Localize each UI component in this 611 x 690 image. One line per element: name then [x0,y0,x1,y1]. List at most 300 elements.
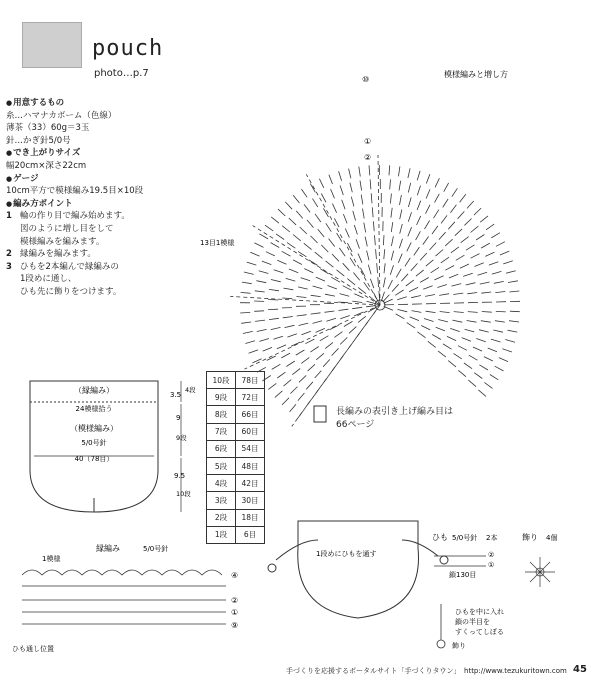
stitch-mark [352,301,362,302]
stitch-mark [354,225,357,235]
dim-9-5: 9.5 [174,472,186,480]
stitch-mark [414,247,420,255]
stitch-mark [435,178,439,187]
stitch-mark [241,292,251,293]
row-count-row [207,372,265,389]
stitch-mark [299,323,309,325]
stitch-mark [400,195,402,205]
stitch-mark [320,336,329,341]
stitch-mark [353,211,356,221]
row-count-row [207,475,265,492]
stitch-mark [448,361,456,367]
stitch-mark [273,336,283,339]
stitch-mark [468,312,478,313]
stitch-mark [411,263,418,270]
stitch-mark [439,232,446,239]
stitch-mark [310,184,315,193]
stitch-mark [409,287,418,291]
deco-count: 4個 [546,534,558,542]
stitch-mark [461,237,469,243]
row-count-row [207,457,265,474]
stitch-mark [283,317,293,318]
stitch-mark [304,204,310,212]
stitch-mark [373,221,374,231]
gauge-line: 10cm平方で模様編み19.5目×10段 [6,186,144,197]
stitch-mark [397,297,407,300]
step-2: 2 縁編みを編みます。 [6,249,96,260]
stitch-mark [488,348,497,352]
stitch-mark [410,317,419,321]
footer-text: 手づくりを応援するポータルサイト「手づくりタウン」 http://www.tezukuritown.com [286,667,567,675]
stitch-mark [282,298,292,299]
stitch-mark [364,223,366,233]
stitch-mark [293,235,301,241]
stitch-mark [383,278,385,288]
stitch-mark [398,254,402,263]
stitch-mark [479,365,488,370]
stitch-mark [399,239,402,249]
stitch-mark [443,344,452,349]
deco-cord-drawing [437,604,445,648]
stitch-mark [297,315,307,316]
stitch-mark [304,243,312,249]
stitch-mark [350,258,355,267]
increase-line [244,305,380,369]
deco-drawing [525,557,555,587]
stitch-mark [326,223,332,231]
stitch-mark [281,353,290,358]
stitch-mark [467,201,474,208]
stitch-mark [296,211,303,219]
stitch-mark [505,340,515,343]
stitch-mark [436,250,444,257]
stitch-mark [447,336,456,340]
stitch-mark [489,262,498,265]
stitch-mark [284,380,292,387]
stitch-mark [417,216,421,225]
stitch-mark [416,270,424,276]
stitch-mark [408,168,410,178]
stitch-mark [495,292,505,293]
stitch-mark [458,346,467,351]
stitch-mark [471,254,480,259]
row-number: 1段 [207,526,236,543]
dim-10-rows: 10段 [176,490,191,498]
row-count-table [206,371,265,544]
stitch-mark [476,235,484,241]
stitch-mark [340,186,343,196]
stitch-mark [292,369,300,375]
stitch-mark [502,349,512,352]
row-count-row [207,509,265,526]
stitch-mark [463,273,473,276]
stitch-mark [411,296,421,298]
stitch-mark [408,212,411,222]
stitch-mark [300,227,307,234]
stitch-mark [389,165,390,175]
stitch-mark [343,263,350,271]
stitch-mark [338,309,348,310]
stitch-mark [332,204,336,213]
stitch-mark [467,293,477,294]
stitch-mark [426,189,430,198]
stitch-mark [390,265,393,275]
stitch-mark [271,327,281,329]
stitch-mark [367,301,377,304]
stitch-mark [449,274,458,278]
stitch-mark [426,311,436,312]
stitch-mark [458,211,465,218]
stitch-mark [331,189,335,198]
stitch-mark [508,281,518,283]
stitch-count: 42目 [236,475,265,492]
stitch-mark [408,227,412,236]
stitch-mark [469,355,478,360]
stitch-mark [282,398,289,405]
stitch-mark [506,271,516,274]
stitch-mark [452,320,462,322]
stitch-mark [496,311,506,312]
row-number: 7段 [207,423,236,440]
stitch-mark [371,193,372,203]
stitch-mark [342,200,345,209]
stitch-mark [325,294,335,296]
stitch-mark [392,284,399,291]
dim-3-5: 3.5 [170,391,182,399]
stitch-mark [277,260,286,264]
stitch-mark [268,300,278,301]
stitch-mark [255,320,265,321]
stitch-mark [408,183,410,193]
stitch-mark [481,292,491,293]
stitch-mark [486,224,494,230]
stitch-mark [384,263,385,273]
stitch-mark [309,260,318,265]
stitch-mark [425,221,430,230]
stitch-mark [391,222,393,232]
edge-label: （縁編み） [74,386,114,395]
string-hole-label: ひも通し位置 [12,645,54,653]
stitch-mark [479,330,489,332]
stitch-mark [247,262,257,265]
stitch-mark [316,353,324,360]
stitch-mark [325,342,333,348]
stitch-mark [311,313,321,314]
stitch-mark [364,282,370,290]
edge-pickup-label: 24模様拾う [75,405,113,413]
stitch-mark [480,282,490,284]
stitch-mark [496,242,505,247]
stitch-mark [321,194,326,203]
stitch-mark [361,195,363,205]
pattern-chart-title: 模様編みと増し方 [444,70,508,79]
stitch-mark [405,258,410,266]
stitch-mark [417,201,421,210]
stitch-mark [296,350,305,355]
stitch-mark [271,280,281,282]
stitch-mark [454,312,464,313]
stitch-mark [484,357,493,361]
stitch-mark [456,255,465,260]
stitch-mark [275,391,283,398]
stitch-mark [271,243,280,248]
stitch-note: 長編みの表引き上げ編み目は 66ページ [336,407,454,430]
stitch-mark [334,332,342,338]
stitch-mark [243,331,253,333]
stitch-mark [340,294,350,297]
stitch-mark [399,166,400,176]
stitch-mark [240,312,250,313]
stitch-mark [423,237,429,245]
stitch-mark [491,233,500,238]
stitch-mark [360,181,362,191]
stitch-mark [368,265,371,275]
stitch-mark [434,210,439,219]
page-title: pouch [92,36,164,61]
stitch-mark [495,321,505,322]
stitch-mark [286,278,296,281]
stitch-mark [305,339,314,344]
edge-row-4: ④ [231,571,239,580]
pattern-label: （模様編み） [70,424,118,433]
stitch-mark [395,290,403,295]
stitch-mark [466,283,476,285]
stitch-mark [495,366,504,371]
stitch-mark [494,281,504,283]
stitch-mark [431,267,439,272]
cord-drawing [434,556,486,566]
stitch-mark [285,202,292,209]
stitch-mark [443,199,448,207]
stitch-mark [328,286,337,290]
size-heading: ● でき上がりサイズ [6,147,181,160]
stitch-mark [468,380,476,387]
stitch-mark [286,361,294,367]
edge-row-1: ① [231,608,239,617]
stitch-mark [302,189,308,197]
stitch-mark [330,325,339,329]
stitch-mark [484,382,492,388]
row-count-row [207,406,265,423]
stitch-mark [444,183,449,192]
stitch-mark [407,323,415,329]
stitch-mark [259,271,269,274]
stitch-mark [349,327,356,334]
stitch-mark [417,186,420,196]
stitch-mark [285,325,295,327]
stitch-mark [435,276,444,280]
stitch-mark [347,243,352,252]
stitch-mark [347,279,355,285]
stitch-mark [467,321,477,323]
stitch-mark [313,199,318,208]
stitch-mark [356,239,359,248]
stitch-mark [510,311,520,312]
stitch-mark [299,375,306,382]
stitch-mark [398,309,408,311]
photo-reference: photo…p.7 [94,68,149,79]
pouch-note-line1: 1段めにひもを通す [316,550,377,558]
stitch-mark [296,297,306,298]
stitch-mark [298,393,305,401]
stitch-mark [293,195,299,203]
stitch-mark [274,270,284,273]
deco-note-line1: ひもを中に入れ [455,608,504,616]
cord-row-2: ② [488,551,495,559]
stitch-mark [265,225,273,231]
stitch-mark [256,281,266,283]
edge-row-2: ② [231,596,239,605]
stitch-mark [316,277,325,281]
stitch-mark [268,383,276,389]
row-count-row [207,440,265,457]
stitch-mark [471,226,479,232]
stitch-mark [329,175,333,184]
stitch-mark [298,251,306,256]
stitch-mark [318,229,324,237]
round-row-10-mark: ⑩ [362,75,370,84]
stitch-mark [493,330,503,332]
stitch-mark [358,316,366,322]
dim-4-rows: 4段 [185,386,196,394]
cord-chain: 鎖130目 [449,571,477,579]
stitch-mark [323,359,330,366]
stitch-mark [432,226,438,234]
stitch-mark [269,289,279,290]
stitch-mark [287,334,297,337]
stitch-mark [464,219,471,226]
stitch-mark [445,239,452,246]
row-number: 8段 [207,406,236,423]
stitch-mark [358,254,362,263]
row-count-row [207,492,265,509]
stitch-mark [375,235,376,245]
row-number: 3段 [207,492,236,509]
stitch-mark [363,209,365,219]
stitch-mark [331,277,340,282]
cord-row-1: ① [488,561,495,569]
stitch-mark [263,347,272,351]
stitch-mark [315,214,321,222]
stitch-count: 66目 [236,406,265,423]
edge-chart-hook: 5/0号針 [143,545,169,553]
row-count-row [207,526,265,543]
stitch-mark [304,269,313,273]
stitch-mark [428,341,436,347]
stitch-mark [438,320,448,322]
stitch-mark [277,372,285,378]
stitch-mark [302,331,311,335]
stitch-mark [438,351,446,357]
stitch-mark [269,318,279,319]
stitch-mark [290,387,297,394]
materials-heading: ● 用意するもの [6,97,181,110]
stitch-mark [284,288,294,290]
stitch-mark [440,312,450,313]
deco-end-label: 飾り [452,642,466,650]
stitch-mark [473,347,482,351]
stitch-mark [474,373,482,379]
stitch-mark [307,220,314,228]
stitch-mark [421,326,430,330]
round-row-2-mark: ② [364,153,372,162]
stitch-mark [474,208,481,215]
stitch-mark [503,261,513,264]
increase-line [253,226,380,305]
stitch-mark [391,251,393,261]
stitch-mark [458,370,466,376]
stitch-mark [289,218,296,225]
stitch-mark [352,307,362,308]
stitch-mark [319,179,323,188]
stitch-mark [450,205,456,213]
stitch-mark [396,314,405,319]
stitch-mark [310,347,318,353]
stitch-mark [406,280,414,286]
stitch-mark [339,248,345,256]
stitch-mark [316,328,325,332]
stitch-mark [450,328,460,331]
step-1: 1 輪の作り目で編み始めます。 図のように増し目をして 模様編みを編みます。 [6,211,130,247]
stitch-mark [344,321,353,326]
stitch-mark [241,322,251,323]
stitch-mark [478,272,488,275]
stitch-mark [454,353,462,359]
stitch-count: 6目 [236,526,265,543]
stitch-mark [340,316,350,319]
stitch-mark [465,329,475,332]
stitch-mark [420,278,429,283]
stitch-mark [367,251,369,261]
stitch-mark [396,269,401,278]
stitch-count: 78目 [236,372,265,389]
stitch-mark [353,273,359,281]
stitch-count: 30目 [236,492,265,509]
stitch-mark [349,169,351,179]
stitch-mark [391,236,393,246]
stitch-mark [441,257,449,263]
pouch-drawing [268,521,448,618]
stitch-mark [313,321,323,324]
stitch-symbol-box [314,406,326,422]
stitch-mark [358,287,366,293]
stitch-mark [301,278,311,281]
stitch-mark [337,233,342,242]
stitch-mark [464,363,472,369]
deco-title: 飾り [522,533,538,542]
stitch-mark [306,382,313,390]
stitch-mark [391,208,392,218]
stitch-mark [321,245,328,252]
row-number: 5段 [207,457,236,474]
stitch-mark [266,252,275,256]
size-line: 幅20cm×深さ22cm [6,160,87,171]
stitch-mark [417,332,425,338]
cord-hook: 5/0号針 [452,534,478,542]
stitch-mark [462,338,471,342]
stitch-mark [439,294,449,296]
pattern-count-label: 40（78目） [74,455,114,463]
stitch-mark [499,358,508,362]
stitch-count: 18目 [236,509,265,526]
stitch-mark [460,194,466,202]
stitch-mark [320,269,329,274]
stitch-mark [399,181,401,191]
stitch-mark [424,319,434,322]
stitch-mark [384,249,385,259]
stitch-mark [460,264,469,268]
cord-title: ひも [432,533,448,542]
